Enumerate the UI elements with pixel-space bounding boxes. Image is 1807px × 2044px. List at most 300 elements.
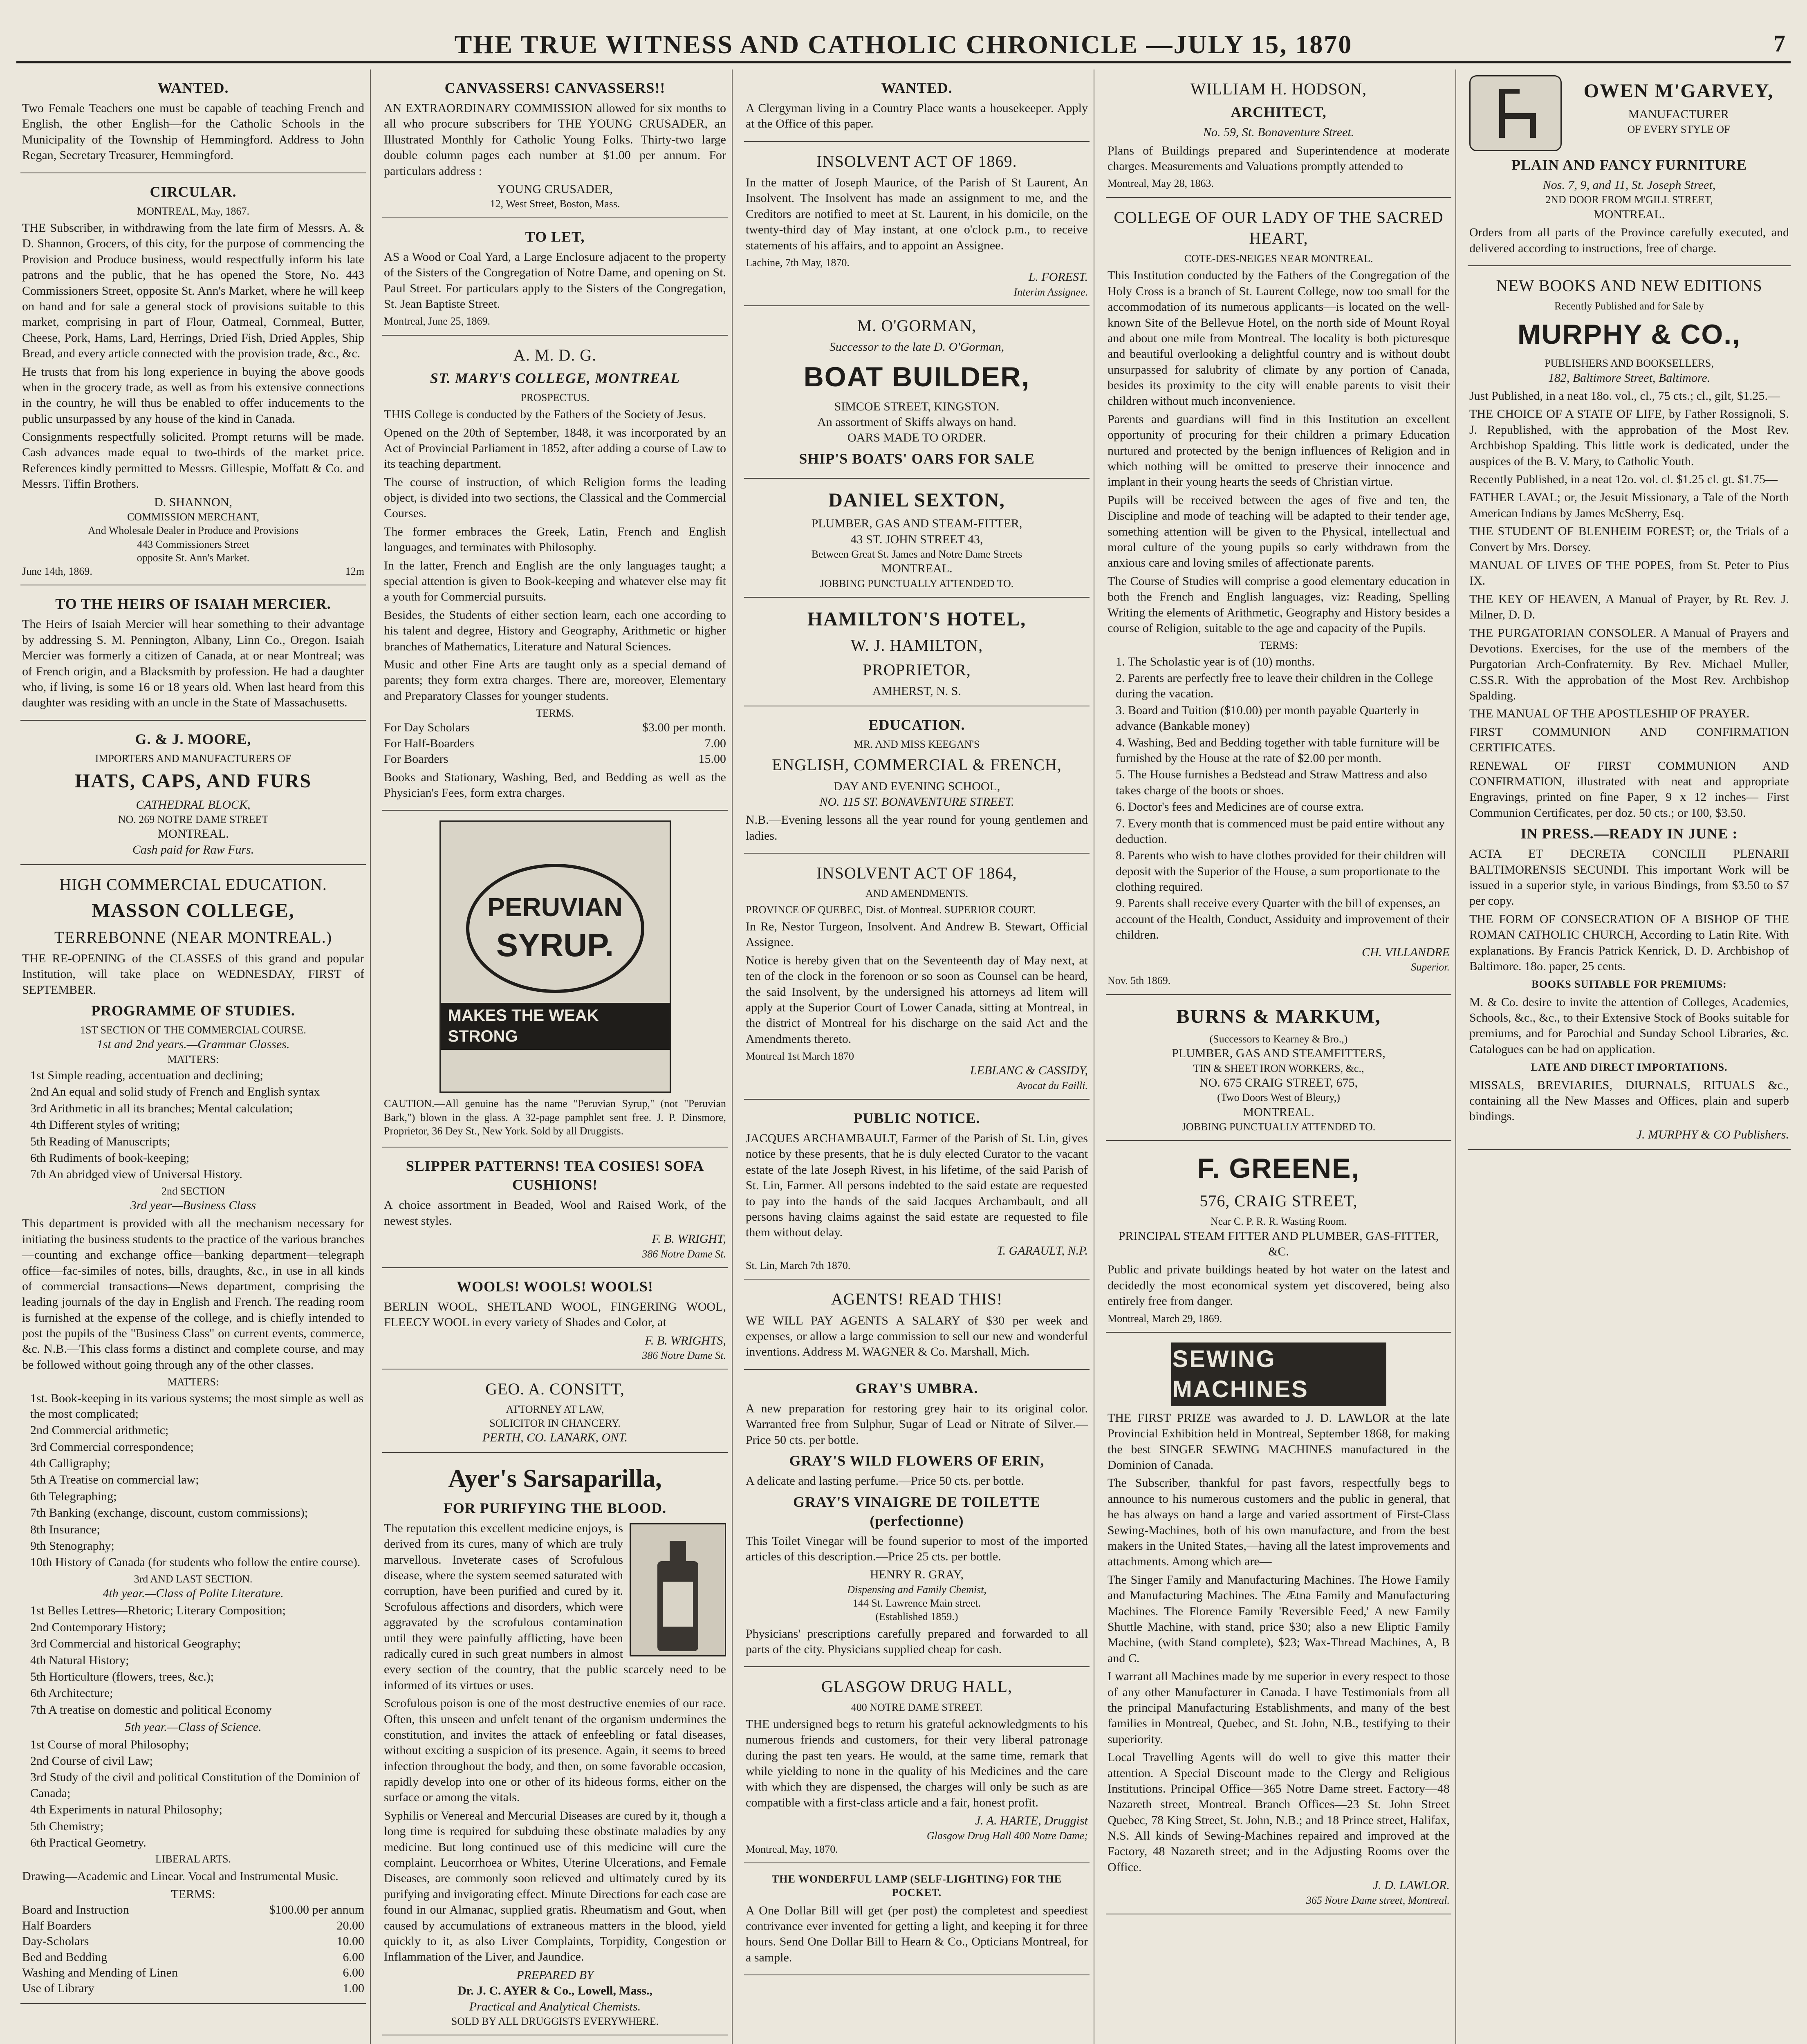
ad-heirs-mercier bbox=[20, 585, 366, 720]
list-item: 2nd Contemporary History; bbox=[30, 1620, 166, 1634]
ad-subheading: PLUMBER, GAS AND STEAM-FITTER, bbox=[811, 517, 1022, 531]
ad-body: Opened on the 20th of September, 1848, it was incorporated by an Act of Provincial Parliament in 1852, after adding a course of Law to its teaching department. bbox=[384, 426, 726, 471]
ad-run-code: 12m bbox=[345, 565, 364, 578]
ad-murphy-books bbox=[1468, 266, 1791, 1150]
ad-body: In Re, Nestor Turgeon, Insolvent. And Andrew B. Stewart, Official Assignee. bbox=[746, 919, 1088, 949]
ad-address: No. 59, St. Bonaventure Street. bbox=[1203, 126, 1354, 139]
ad-body: Pupils will be received between the ages of five and ten, the Discipline and mode of teaching will be adapted to their tender age, something attention will be given to the Physical, intellectual and moral culture of the young pupils so early withdrawn from the anxious care and loving smiles of affectionate parents. bbox=[1108, 493, 1450, 570]
ad-heading: WOOLS! WOOLS! WOOLS! bbox=[457, 1278, 653, 1295]
ad-wools bbox=[382, 1268, 728, 1370]
ad-signature: COMMISSION MERCHANT, bbox=[127, 511, 260, 523]
ad-subheading: IMPORTERS AND MANUFACTURERS OF bbox=[95, 752, 291, 764]
ad-signature: LEBLANC & CASSIDY, bbox=[970, 1064, 1088, 1078]
ad-sewing-machines bbox=[1106, 1333, 1451, 1914]
ad-body: I warrant all Machines made by me superior in every respect to those of any other Manufacturer in Canada. I have Testimonials from all the principal Manufacturing Establishments, and many of the best families in Montreal, Quebec, and St. John, N.B., testifying to their superiority. bbox=[1108, 1670, 1450, 1746]
ad-subheading: SOLICITOR IN CHANCERY. bbox=[489, 1417, 621, 1429]
ad-body: Just Published, in a neat 18o. vol., cl., 75 cts.; cl., gilt, $1.25.— bbox=[1469, 389, 1780, 403]
ad-display: HATS, CAPS, AND FURS bbox=[74, 770, 312, 792]
ad-moore-hats bbox=[20, 721, 366, 865]
ad-body: The former embraces the Greek, Latin, French and English languages, and terminates with Philosophy. bbox=[384, 524, 726, 554]
list-item: 9th Stenography; bbox=[30, 1539, 114, 1553]
ad-body: He trusts that from his long experience in buying the above goods when in the grocery trade, as well as from his extensive connections in the country, he will thus be enabled to offer inducements to the public unsurpassed by any house of the kind in Canada. bbox=[22, 365, 364, 426]
ad-body: A One Dollar Bill will get (per post) the completest and speediest contrivance ever invented for getting a light, and keeping it for three hours. Send One Dollar Bill to Hearn & Co., Opticians Montreal, for a sample. bbox=[746, 1903, 1088, 1964]
ad-subheading: 1ST SECTION OF THE COMMERCIAL COURSE. bbox=[80, 1024, 306, 1036]
ad-heading: TO LET, bbox=[525, 228, 585, 245]
ad-date: Nov. 5th 1869. bbox=[1108, 975, 1171, 987]
ad-f-greene bbox=[1106, 1141, 1451, 1333]
ad-heading: INSOLVENT ACT OF 1869. bbox=[816, 152, 1017, 170]
column-3 bbox=[744, 69, 1090, 2044]
ad-display: PLAIN AND FANCY FURNITURE bbox=[1511, 157, 1747, 173]
ad-text: An assortment of Skiffs always on hand. bbox=[817, 415, 1016, 429]
ad-heading: PUBLIC NOTICE. bbox=[853, 1109, 980, 1126]
ad-body: Parents and guardians will find in this Institution an excellent opportunity of procuring for their children a primary Education nurtured and protected by the benign influences of Religion and in which nothing will be omitted to preserve their innocence and implant in their young hearts the seeds of Christian virtue. bbox=[1108, 412, 1450, 489]
ad-date: Montreal, May, 1870. bbox=[746, 1843, 838, 1855]
ad-subheading: HIGH COMMERCIAL EDUCATION. bbox=[59, 875, 327, 894]
ad-address: NO. 675 CRAIG STREET, 675, bbox=[1199, 1076, 1358, 1089]
list-item: 10th History of Canada (for students who follow the entire course). bbox=[30, 1555, 361, 1569]
masthead-title: THE TRUE WITNESS AND CATHOLIC CHRONICLE —JULY 15, 1870 bbox=[454, 30, 1353, 59]
ad-subheading: PROPRIETOR, bbox=[863, 660, 971, 679]
ad-to-let bbox=[382, 218, 728, 336]
list-item: 5. The House furnishes a Bedstead and Straw Mattress and also takes charge of the boots or shoes. bbox=[1116, 768, 1427, 797]
ad-signature: F. B. WRIGHT, bbox=[652, 1232, 726, 1246]
ad-display: PLUMBER, GAS AND STEAMFITTERS, bbox=[1172, 1047, 1386, 1060]
list-item: 1. The Scholastic year is of (10) months. bbox=[1116, 654, 1315, 668]
ad-subheading: Successor to the late D. O'Gorman, bbox=[829, 340, 1004, 354]
ad-signature: J. D. LAWLOR. bbox=[1372, 1878, 1450, 1892]
ad-label: TERMS: bbox=[171, 1887, 215, 1901]
column-2 bbox=[382, 69, 728, 2044]
ad-label: TERMS: bbox=[1259, 639, 1298, 652]
fee-row: For Day Scholars $3.00 per month. bbox=[384, 721, 726, 735]
ad-text: Cash paid for Raw Furs. bbox=[132, 843, 254, 856]
ad-body: RENEWAL OF FIRST COMMUNION AND CONFIRMATION, illustrated with neat and appropriate Engravings, printed on fine Paper, 9 x 12 inches— First Communion Certificates, per doz. 50 cts.; or 100, $3.50. bbox=[1469, 759, 1789, 820]
ad-label: 2nd SECTION bbox=[161, 1185, 225, 1197]
ad-signature: L. FOREST. bbox=[1028, 270, 1088, 284]
ad-subheading: IN PRESS.—READY IN JUNE : bbox=[1520, 825, 1738, 842]
ad-heading: F. GREENE, bbox=[1197, 1153, 1360, 1184]
ad-body: The course of instruction, of which Religion forms the leading object, is divided into two sections, the Classical and the Commercial Courses. bbox=[384, 475, 726, 520]
ad-signature: F. B. WRIGHTS, bbox=[645, 1334, 726, 1347]
ad-body: In the matter of Joseph Maurice, of the Parish of St Laurent, An Insolvent. The Insolvent has made an assignment to me, and the Creditors are notified to meet at St. Laurent, in his domicile, on the twenty-third day of May instant, at one o'clock p.m., to receive statements of his affairs, and to appoint an Assignee. bbox=[746, 176, 1088, 252]
column-4 bbox=[1106, 69, 1451, 2044]
bottle-icon bbox=[647, 1537, 708, 1655]
ad-body: This Institution conducted by the Fathers of the Congregation of the Holy Cross is a branch of St. Laurent College, now too small for the accommodation of its numerous applicants—is located on the well-known Site of the Bellevue Hotel, on the north side of Mount Royal and about one mile from Montreal. The locality is both picturesque and beautiful overlooking a delightful country and is without doubt unsurpassed for salubrity of climate by any portion of Canada, besides its proximity to the city will enable parents to visit their children without much inconvenience. bbox=[1108, 269, 1450, 408]
ad-education-keegan bbox=[744, 706, 1090, 854]
ad-address: SIMCOE STREET, KINGSTON. bbox=[834, 399, 1000, 413]
ad-date: Montreal 1st March 1870 bbox=[746, 1050, 854, 1062]
list-item: 3. Board and Tuition ($10.00) per month payable Quarterly in advance (Bankable money) bbox=[1116, 703, 1419, 733]
ad-subheading: A. M. D. G. bbox=[513, 345, 597, 364]
ad-date: June 14th, 1869. bbox=[22, 565, 92, 578]
ad-body: The Course of Studies will comprise a good elementary education in both the French and English languages, viz: Reading, Spelling Writing the elements of Arithmetic, Geography and History besides a course of Religion, suitable to the age and capacity of the Pupils. bbox=[1108, 574, 1450, 635]
ad-sacred-heart-college bbox=[1106, 198, 1451, 995]
peruvian-syrup-illustration bbox=[439, 820, 671, 1093]
ad-body: In the latter, French and English are the only languages taught; a special attention is given to Book-keeping and whatever else may fit a youth for Commercial pursuits. bbox=[384, 558, 726, 604]
ad-body: The Heirs of Isaiah Mercier will hear something to their advantage by addressing S. M. Pennington, Albany, Linn Co., Oregon. Isaiah Mercier was formerly a citizen of Canada, at or near Montreal; was of French origin, and a Blacksmith by profession. He had a daughter who, if living, is some 16 or 18 years old. When last heard from this daughter was residing with an uncle in the State of Massachusetts. bbox=[22, 617, 364, 710]
ad-subheading: COTE-DES-NEIGES NEAR MONTREAL. bbox=[1184, 253, 1373, 265]
ad-body: A new preparation for restoring grey hair to its original color. Warranted free from Sulphur, Sugar of Lead or Nitrate of Silver.—Price 50 cts. per bottle. bbox=[746, 1401, 1088, 1447]
ad-text: CATHEDRAL BLOCK, bbox=[136, 798, 251, 811]
ad-signature: YOUNG CRUSADER, bbox=[497, 182, 613, 196]
masthead bbox=[16, 25, 1791, 63]
syrup-slogan: MAKES THE WEAK STRONG bbox=[441, 1003, 670, 1049]
column-rule bbox=[370, 69, 371, 2044]
ad-heading: SLIPPER PATTERNS! TEA COSIES! SOFA CUSHIONS! bbox=[406, 1158, 704, 1193]
ad-signature: Superior. bbox=[1411, 961, 1450, 973]
ad-subheading: PRINCIPAL STEAM FITTER AND PLUMBER, GAS-FITTER, &C. bbox=[1118, 1229, 1439, 1259]
list-item: 1st Belles Lettres—Rhetoric; Literary Composition; bbox=[30, 1604, 286, 1618]
ad-heading: ST. MARY'S COLLEGE, MONTREAL bbox=[430, 370, 680, 386]
ad-subheading: DAY AND EVENING SCHOOL, bbox=[833, 779, 1000, 793]
ad-heading: MASSON COLLEGE, bbox=[92, 900, 295, 922]
list-item: 5th Chemistry; bbox=[30, 1819, 104, 1833]
list-item: 3rd Commercial and historical Geography; bbox=[30, 1637, 241, 1651]
ad-peruvian-syrup bbox=[382, 811, 728, 1148]
ad-footer: SOLD BY ALL DRUGGISTS EVERYWHERE. bbox=[451, 2015, 659, 2027]
ad-signature: And Wholesale Dealer in Produce and Provisions bbox=[87, 524, 299, 537]
ad-signature: Interim Assignee. bbox=[1013, 286, 1088, 298]
ad-body: N.B.—Evening lessons all the year round for young gentlemen and ladies. bbox=[746, 813, 1088, 843]
ad-subheading: PUBLISHERS AND BOOKSELLERS, bbox=[1545, 357, 1714, 370]
ad-address: 2ND DOOR FROM M'GILL STREET, bbox=[1545, 194, 1713, 206]
ad-signature: opposite St. Ann's Market. bbox=[137, 551, 250, 564]
ad-label: 3rd AND LAST SECTION. bbox=[134, 1573, 253, 1585]
ad-body: PROVINCE OF QUEBEC, Dist. of Montreal. SUPERIOR COURT. bbox=[746, 903, 1036, 916]
ad-heading: G. & J. MOORE, bbox=[135, 731, 251, 747]
ad-address: 182, Baltimore Street, Baltimore. bbox=[1548, 371, 1711, 385]
sewing-machines-logo: SEWING MACHINES bbox=[1171, 1342, 1386, 1406]
ad-address: NO. 269 NOTRE DAME STREET bbox=[118, 813, 269, 825]
list-item: 5th A Treatise on commercial law; bbox=[30, 1473, 199, 1487]
ad-subheading: OF EVERY STYLE OF bbox=[1627, 123, 1730, 135]
ad-display: MURPHY & CO., bbox=[1517, 319, 1741, 350]
ad-subheading: FOR PURIFYING THE BLOOD. bbox=[443, 1499, 667, 1516]
fee-row: Board and Instruction $100.00 per annum bbox=[22, 1903, 364, 1917]
column-rule bbox=[1455, 69, 1456, 2044]
ad-burns-markum bbox=[1106, 995, 1451, 1141]
ad-body: Consignments respectfully solicited. Prompt returns will be made. Cash advances made equal to two-thirds of the market price. References kindly permitted to Messrs. Gillespie, Moffatt & Co. and Messrs. Tiffin Brothers. bbox=[22, 430, 364, 491]
ad-subheading: PROGRAMME OF STUDIES. bbox=[91, 1002, 295, 1019]
ad-body: Notice is hereby given that on the Seventeenth day of May next, at ten of the clock in the forenoon or so soon as Counsel can be heard, the said Insolvent, by the undersigned his attorneys ad litem will apply at the Superior Court of Lower Canada, sitting at Montreal, in the district of Montreal for his discharge on the said Act and the Amendments thereto. bbox=[746, 953, 1088, 1046]
ad-body: Books and Stationary, Washing, Bed, and Bedding as well as the Physician's Fees, form extra charges. bbox=[384, 770, 726, 800]
ad-heading: M. O'GORMAN, bbox=[857, 316, 977, 335]
ad-text: 4th year.—Class of Polite Literature. bbox=[103, 1587, 284, 1600]
list-item: 3rd Commercial correspondence; bbox=[30, 1440, 194, 1454]
ad-text: JOBBING PUNCTUALLY ATTENDED TO. bbox=[820, 577, 1014, 589]
ad-dateline: MONTREAL, May, 1867. bbox=[137, 205, 249, 217]
ad-body: THE PURGATORIAN CONSOLER. A Manual of Prayers and Devotions. Exercises, for the use of the members of the Purgatorian Arch-Confraternity. By Rev. Michael Muller, C.SS.R. With the approbation of the Most Rev. Archbishop Spalding. bbox=[1469, 626, 1789, 703]
chair-icon bbox=[1481, 85, 1550, 142]
ad-heading: INSOLVENT ACT OF 1864, bbox=[816, 864, 1017, 883]
ad-canvassers bbox=[382, 69, 728, 218]
list-item: 6th Architecture; bbox=[30, 1686, 113, 1700]
ad-body: The reputation this excellent medicine enjoys, is derived from its cures, many of which are truly marvellous. Inveterate cases of Scrofulous disease, where the system seemed saturated with corruption, have been purified and cured by it. Scrofulous affections and disorders, which were aggravated by the scrofulous contamination until they were painfully afflicting, have been radically cured in such great numbers in almost every section of the country, that the public scarcely need to be informed of its virtues or uses. bbox=[384, 1521, 726, 1692]
ad-address: PERTH, CO. LANARK, ONT. bbox=[482, 1431, 628, 1444]
ad-body: This department is provided with all the mechanism necessary for initiating the business students to the practice of the various branches—counting and exchange office—banking department—telegraph office—fac-similes of notes, bills, draughts, &c., in use in all kinds of commercial transactions—News department, comprising the leading journals of the day in English and French. The reading room is furnished at the expense of the college, and is chiefly intended to post the pupils of the "Business Class" on current events, commerce, &c. N.B.—This class forms a distinct and complete course, and may be followed without going through any of the other classes. bbox=[22, 1217, 364, 1372]
ad-body: A Clergyman living in a Country Place wants a housekeeper. Apply at the Office of this paper. bbox=[746, 101, 1088, 131]
ad-display: BOAT BUILDER, bbox=[803, 361, 1030, 392]
ad-address: Near C. P. R. R. Wasting Room. bbox=[1210, 1215, 1347, 1228]
ad-subheading: TIN & SHEET IRON WORKERS, &c., bbox=[1193, 1062, 1364, 1074]
ad-heading: THE WONDERFUL LAMP (SELF-LIGHTING) FOR THE POCKET. bbox=[771, 1873, 1062, 1899]
ad-text: (Established 1859.) bbox=[875, 1611, 958, 1623]
ad-body: ACTA ET DECRETA CONCILII PLENARII BALTIMORENSIS SECUNDI. This important Work will be issued in a superior style, in various Bindings, from $3.50 to $7 per copy. bbox=[1469, 847, 1789, 908]
ad-signature: T. GARAULT, N.P. bbox=[997, 1244, 1088, 1257]
ad-owen-mcgarvey bbox=[1468, 69, 1791, 266]
ad-body: MISSALS, BREVIARIES, DIURNALS, RITUALS &c., containing all the New Masses and Offices, plain and superb bindings. bbox=[1469, 1078, 1789, 1123]
ad-body: THE STUDENT OF BLENHEIM FOREST; or, the Trials of a Convert by Mrs. Dorsey. bbox=[1469, 524, 1789, 554]
ad-heading: GEO. A. CONSITT, bbox=[485, 1380, 625, 1399]
list-item: 8th Insurance; bbox=[30, 1522, 100, 1536]
ad-body: BERLIN WOOL, SHETLAND WOOL, FINGERING WOOL, FLEECY WOOL in every variety of Shades and Color, at bbox=[384, 1300, 726, 1329]
list-item: 1st Simple reading, accentuation and declining; bbox=[30, 1068, 263, 1082]
list-item: 6. Doctor's fees and Medicines are of course extra. bbox=[1116, 800, 1364, 814]
ad-heading: NEW BOOKS AND NEW EDITIONS bbox=[1496, 276, 1762, 295]
ad-label: MATTERS: bbox=[167, 1376, 219, 1388]
ad-subheading: BOOKS SUITABLE FOR PREMIUMS: bbox=[1531, 978, 1727, 991]
ad-masson-college bbox=[20, 865, 366, 2004]
ad-ayers-sarsaparilla bbox=[382, 1453, 728, 2035]
syrup-word: SYRUP. bbox=[496, 926, 614, 963]
ad-body: FIRST COMMUNION AND CONFIRMATION CERTIFICATES. bbox=[1469, 725, 1789, 755]
ad-date: St. Lin, March 7th 1870. bbox=[746, 1260, 851, 1272]
ad-heading: WANTED. bbox=[157, 80, 229, 96]
ad-consitt bbox=[382, 1369, 728, 1453]
ad-heading: GRAY'S WILD FLOWERS OF ERIN, bbox=[789, 1452, 1045, 1469]
ad-st-marys-college bbox=[382, 336, 728, 811]
ad-date: Montreal, June 25, 1869. bbox=[384, 315, 490, 327]
ad-body: AS a Wood or Coal Yard, a Large Enclosure adjacent to the property of the Sisters of the Congregation of Notre Dame, and opening on St. Paul Street. For particulars apply to the Sisters of the Congregation, St. Jean Baptiste Street. bbox=[384, 250, 726, 311]
ad-body: WE WILL PAY AGENTS A SALARY of $30 per week and expenses, or allow a large commission to sell our new and wonderful inventions. Address M. WAGNER & Co. Marshall, Mich. bbox=[746, 1313, 1088, 1359]
fee-row: Half Boarders 20.00 bbox=[22, 1918, 364, 1932]
ad-body: MANUAL OF LIVES OF THE POPES, from St. Peter to Pius IX. bbox=[1469, 558, 1789, 588]
ad-address: NO. 115 ST. BONAVENTURE STREET. bbox=[819, 795, 1014, 809]
list-item: 4th Different styles of writing; bbox=[30, 1118, 180, 1132]
list-item: 1st Course of moral Philosophy; bbox=[30, 1737, 189, 1751]
ad-signature: 12, West Street, Boston, Mass. bbox=[490, 198, 620, 210]
ad-address: (Two Doors West of Bleury,) bbox=[1217, 1091, 1340, 1104]
ad-body: THE KEY OF HEAVEN, A Manual of Prayer, by Rt. Rev. J. Milner, D. D. bbox=[1469, 592, 1789, 622]
fee-row: Day-Scholars 10.00 bbox=[22, 1934, 364, 1948]
ad-subheading: AND AMENDMENTS. bbox=[865, 888, 969, 900]
ad-public-notice bbox=[744, 1100, 1090, 1280]
ad-wanted-teachers bbox=[20, 69, 366, 173]
ad-glasgow-drug-hall bbox=[744, 1667, 1090, 1863]
ad-body: A delicate and lasting perfume.—Price 50 cts. per bottle. bbox=[746, 1474, 1024, 1488]
ad-body: THE RE-OPENING of the CLASSES of this grand and popular Institution, will take place on WEDNESDAY, FIRST of SEPTEMBER. bbox=[22, 951, 364, 997]
ad-body: This Toilet Vinegar will be found superior to most of the imported articles of this description.—Price 25 cts. per bottle. bbox=[746, 1534, 1088, 1564]
ad-date: Montreal, May 28, 1863. bbox=[1108, 177, 1214, 190]
ad-heading: WILLIAM H. HODSON, bbox=[1190, 80, 1367, 98]
ad-body: Plans of Buildings prepared and Superintendence at moderate charges. Measurements and Valuations promptly attended to bbox=[1108, 143, 1450, 173]
list-item: 7th A treatise on domestic and political Economy bbox=[30, 1703, 272, 1717]
list-item: 5th Horticulture (flowers, trees, &c.); bbox=[30, 1670, 214, 1684]
ad-heading: AGENTS! READ THIS! bbox=[831, 1290, 1003, 1309]
ad-signature: J. MURPHY & CO Publishers. bbox=[1636, 1127, 1789, 1141]
ad-text: 3rd year—Business Class bbox=[130, 1198, 256, 1212]
ad-body: M. & Co. desire to invite the attention of Colleges, Academies, Schools, &c., &c., to their Extensive Stock of Books suitable for premiums, and for Parochial and Sunday School Libraries, &c. Catalogues can be had on application. bbox=[1469, 995, 1789, 1056]
ad-body: Orders from all parts of the Province carefully executed, and delivered according to instructions, free of charge. bbox=[1469, 226, 1789, 255]
ad-label: PREPARED BY bbox=[516, 1968, 594, 1982]
ad-heading: EDUCATION. bbox=[868, 717, 965, 733]
list-item: 4th Experiments in natural Philosophy; bbox=[30, 1803, 222, 1817]
ad-text: JOBBING PUNCTUALLY ATTENDED TO. bbox=[1182, 1121, 1376, 1133]
list-item: 9. Parents shall receive every Quarter with the bill of expenses, an account of the Health, Conduct, Assiduity and improvement of their children. bbox=[1116, 896, 1449, 942]
ad-city: MONTREAL. bbox=[157, 827, 229, 841]
ad-body: THE FIRST PRIZE was awarded to J. D. LAWLOR at the late Provincial Exhibition held in Montreal, September 1868, for making the best SINGER SEWING MACHINES manufactured in the Dominion of Canada. bbox=[1108, 1411, 1450, 1472]
ad-body: Two Female Teachers one must be capable of teaching French and English, the other English—for the Catholic Schools in the Municipality of the Township of Hemmingford. Address to John Regan, Secretary Treasurer, Hemmingford. bbox=[22, 101, 364, 162]
ad-body: The Subscriber, thankful for past favors, respectfully begs to announce to his numerous customers and the public in general, that he has always on hand a large and varied assortment of First-Class Sewing-Machines, both of his own manufacture, and from the best makers in the United States,—having all the latest improvements and attachments. Among which are— bbox=[1108, 1476, 1450, 1569]
list-item: 7th Banking (exchange, discount, custom commissions); bbox=[30, 1506, 308, 1520]
ad-wonderful-lamp bbox=[744, 1863, 1090, 1975]
ad-label: LIBERAL ARTS. bbox=[155, 1853, 231, 1865]
ad-gray-chemist bbox=[744, 1370, 1090, 1667]
ad-subheading: (Successors to Kearney & Bro.,) bbox=[1209, 1033, 1348, 1045]
ad-body: The Singer Family and Manufacturing Machines. The Howe Family and Manufacturing Machines. The Ætna Family and Manufacturing Machines. The Florence Family 'Reversible Feed,' A new Family Shuttle Machine, with stand, price $30; also a new Eliptic Family Machine, (with Stand complete), $23; Wax-Thread Machines, A, B and C. bbox=[1108, 1573, 1450, 1665]
fee-row: Washing and Mending of Linen 6.00 bbox=[22, 1966, 364, 1979]
fee-row: For Half-Boarders 7.00 bbox=[384, 736, 726, 750]
ad-text: 5th year.—Class of Science. bbox=[125, 1720, 262, 1734]
ad-text: SHIP'S BOATS' OARS FOR SALE bbox=[799, 450, 1035, 467]
ad-address: 576, CRAIG STREET, bbox=[1199, 1192, 1358, 1210]
ad-signature: 365 Notre Dame street, Montreal. bbox=[1306, 1894, 1450, 1906]
ad-ogorman-boats bbox=[744, 306, 1090, 479]
ad-text: 1st and 2nd years.—Grammar Classes. bbox=[96, 1038, 290, 1051]
ad-subheading: MR. AND MISS KEEGAN'S bbox=[854, 738, 980, 751]
ad-body: Syphilis or Venereal and Mercurial Diseases are cured by it, though a long time is required for subduing these obstinate maladies by any medicine. But long continued use of this medicine will cure the complaint. Leucorrhoea or Whites, Uterine Ulcerations, and Female Diseases, are commonly soon relieved and ultimately cured by its purifying and invigorating effect. Minute Directions for each case are found in our Almanac, supplied gratis. Rheumatism and Gout, when caused by accumulations of extraneous matters in the blood, yield quickly to it, as also Liver Complaints, Torpidity, Congestion or Inflammation of the Liver, and Jaundice. bbox=[384, 1809, 726, 1964]
ad-address: Nos. 7, 9, and 11, St. Joseph Street, bbox=[1542, 178, 1716, 192]
ad-subheading: TERREBONNE (NEAR MONTREAL.) bbox=[54, 928, 332, 946]
ad-body: THE undersigned begs to return his grateful acknowledgments to his numerous friends and customers, for their very liberal patronage during the past ten years. He would, at the same time, remark that while yielding to none in the quality of his Medicines and the care with which they are dispensed, the charges will only be such as are compatible with a first-class article and a fair, honest profit. bbox=[746, 1717, 1088, 1809]
ad-heading: TO THE HEIRS OF ISAIAH MERCIER. bbox=[55, 596, 331, 612]
ad-body: THIS College is conducted by the Fathers of the Society of Jesus. bbox=[384, 408, 706, 421]
ad-signature: Dr. J. C. AYER & Co., Lowell, Mass., bbox=[457, 1984, 652, 1998]
ad-signature: 386 Notre Dame St. bbox=[642, 1248, 726, 1260]
ad-date: Lachine, 7th May, 1870. bbox=[746, 257, 850, 269]
ad-hodson-architect bbox=[1106, 69, 1451, 198]
list-item: 3rd Arithmetic in all its branches; Mental calculation; bbox=[30, 1101, 293, 1115]
ad-address: 144 St. Lawrence Main street. bbox=[852, 1597, 981, 1609]
ad-signature: Practical and Analytical Chemists. bbox=[469, 1999, 641, 2013]
ad-address: 43 ST. JOHN STREET 43, bbox=[850, 532, 983, 546]
ad-address: AMHERST, N. S. bbox=[872, 684, 961, 698]
ad-body: A choice assortment in Beaded, Wool and Raised Work, of the newest styles. bbox=[384, 1198, 726, 1228]
ad-circular bbox=[20, 173, 366, 586]
list-item: 4th Calligraphy; bbox=[30, 1457, 110, 1470]
ad-address: Between Great St. James and Notre Dame Streets bbox=[811, 548, 1022, 560]
column-5 bbox=[1468, 69, 1791, 2044]
ad-heading: COLLEGE OF OUR LADY OF THE SACRED HEART, bbox=[1114, 208, 1444, 247]
ad-heading: GRAY'S UMBRA. bbox=[855, 1380, 978, 1396]
ad-signature: D. SHANNON, bbox=[154, 495, 232, 509]
list-item: 7. Every month that is commenced must be paid entire without any deduction. bbox=[1116, 816, 1445, 846]
ad-body: Public and private buildings heated by hot water on the latest and decidedly the most economical system yet discovered, being also entirely free from danger. bbox=[1108, 1263, 1450, 1308]
ad-signature: Glasgow Drug Hall 400 Notre Dame; bbox=[926, 1829, 1088, 1842]
list-item: 6th Telegraphing; bbox=[30, 1489, 117, 1503]
ad-body: THE MANUAL OF THE APOSTLESHIP OF PRAYER. bbox=[1469, 707, 1750, 721]
ad-signature: J. A. HARTE, Druggist bbox=[975, 1814, 1088, 1828]
ad-city: MONTREAL. bbox=[1243, 1105, 1314, 1119]
ad-slipper-patterns bbox=[382, 1148, 728, 1268]
ad-heading: GRAY'S VINAIGRE DE TOILETTE (perfectionne) bbox=[793, 1493, 1040, 1529]
ad-heading: OWEN M'GARVEY, bbox=[1583, 80, 1774, 102]
ad-body: THE CHOICE OF A STATE OF LIFE, by Father Rossignoli, S. J. Republished, with the approbation of the Most Rev. Archbishop Spalding. This little work is dedicated, under the auspices of the B. V. Mary, to Catholic Youth. bbox=[1469, 407, 1789, 468]
ad-body: Music and other Fine Arts are taught only as a special demand of parents; they form extra charges. There are, moreover, Elementary and Preparatory Classes for younger students. bbox=[384, 657, 726, 703]
list-item: 6th Practical Geometry. bbox=[30, 1836, 146, 1849]
ad-subheading: ATTORNEY AT LAW, bbox=[506, 1403, 604, 1416]
ad-label: PROSPECTUS. bbox=[520, 391, 590, 403]
list-item: 5th Reading of Manuscripts; bbox=[30, 1134, 170, 1148]
column-rule bbox=[732, 69, 733, 2044]
ad-heading: HAMILTON'S HOTEL, bbox=[807, 608, 1027, 630]
ad-signature: CH. VILLANDRE bbox=[1361, 945, 1450, 959]
ad-address: 400 NOTRE DAME STREET. bbox=[851, 1701, 983, 1713]
ad-subheading: Recently Published and for Sale by bbox=[1554, 300, 1704, 312]
ad-body: CAUTION.—All genuine has the name "Peruvian Syrup," (not "Peruvian Bark,") blown in the glass. A 32-page pamphlet sent free. J. P. Dinsmore, Proprietor, 36 Dey St., New York. Sold by all Druggists. bbox=[384, 1098, 726, 1137]
furniture-icon bbox=[1469, 75, 1562, 151]
ad-heading: CANVASSERS! CANVASSERS!! bbox=[444, 80, 666, 96]
ad-signature: Dispensing and Family Chemist, bbox=[847, 1583, 986, 1596]
ad-signature: 386 Notre Dame St. bbox=[642, 1349, 726, 1362]
ad-wanted-housekeeper bbox=[744, 69, 1090, 142]
list-item: 8. Parents who wish to have clothes provided for their children will deposit with the Superior of the House, a sum proportionate to the clothing required. bbox=[1116, 849, 1446, 894]
ad-signature: 443 Commissioners Street bbox=[137, 538, 249, 550]
syrup-label-oval bbox=[466, 864, 644, 993]
list-item: 3rd Study of the civil and political Constitution of the Dominion of Canada; bbox=[30, 1771, 360, 1800]
list-item: 4th Natural History; bbox=[30, 1653, 129, 1667]
ad-body: Scrofulous poison is one of the most destructive enemies of our race. Often, this unseen and unfelt tenant of the organism undermines the constitution, and invites the attack of enfeebling or fatal diseases, without exciting a suspicion of its presence. Again, it seems to breed infection throughout the body, and then, on some favorable occasion, rapidly develop into one or other of its hideous forms, either on the surface or among the vitals. bbox=[384, 1697, 726, 1804]
ad-subheading: ARCHITECT, bbox=[1231, 104, 1327, 121]
fee-row: For Boarders 15.00 bbox=[384, 752, 726, 766]
ad-heading: WANTED. bbox=[881, 80, 953, 96]
ad-label: TERMS. bbox=[536, 707, 574, 719]
ad-body: Local Travelling Agents will do well to give this matter their attention. A Special Discount made to the Clergy and Religious Institutions. Principal Office—365 Notre Dame street. Factory—48 Nazareth street, Montreal. Branch Offices—23 St. John Street Quebec, 78 King Street, St. John, N.B.; and 18 Prince street, Halifax, N.S. All kinds of Sewing-Machines repaired and improved at the Factory, 48 Nazareth street; and in the Adjusting Rooms over the Office. bbox=[1108, 1750, 1450, 1874]
ad-date: Montreal, March 29, 1869. bbox=[1108, 1312, 1222, 1325]
ad-heading: BURNS & MARKUM, bbox=[1176, 1005, 1381, 1027]
fee-row: Use of Library 1.00 bbox=[22, 1981, 364, 1995]
ad-body: Drawing—Academic and Linear. Vocal and Instrumental Music. bbox=[22, 1869, 339, 1883]
ad-body: JACQUES ARCHAMBAULT, Farmer of the Parish of St. Lin, gives notice by these presents, that he is duly elected Curator to the vacant estate of the late Joseph Rivest, in his lifetime, of the said Parish of St. Lin, Farmer. All persons indebted to the said estate are requested to pay into the hands of the said Jacques Archambault, and all persons having claims against the said estate are requested to file them without delay. bbox=[746, 1132, 1088, 1239]
ad-insolvent-1869 bbox=[744, 142, 1090, 306]
list-item: 7th An abridged view of Universal History. bbox=[30, 1168, 242, 1181]
column-1 bbox=[20, 69, 366, 2044]
ad-text: OARS MADE TO ORDER. bbox=[847, 431, 986, 445]
fee-row: Bed and Bedding 6.00 bbox=[22, 1950, 364, 1964]
list-item: 4. Washing, Bed and Bedding together with table furniture will be furnished by the House at the rate of $2.00 per month. bbox=[1116, 735, 1439, 765]
ad-body: Besides, the Students of either section learn, each one according to his talent and degree, History and Geography, Arithmetic or higher branches of Mathematics, Literature and Natural Sciences. bbox=[384, 608, 726, 653]
list-item: 2nd Course of civil Law; bbox=[30, 1754, 153, 1768]
ad-body: Physicians' prescriptions carefully prepared and forwarded to all parts of the city. Physicians supplied cheap for cash. bbox=[746, 1627, 1088, 1656]
ad-agents bbox=[744, 1280, 1090, 1369]
list-item: 2nd Commercial arithmetic; bbox=[30, 1423, 169, 1437]
ad-heading: CIRCULAR. bbox=[150, 183, 237, 200]
list-item: 2nd An equal and solid study of French and English syntax bbox=[30, 1085, 320, 1099]
ad-body: THE FORM OF CONSECRATION OF A BISHOP OF THE ROMAN CATHOLIC CHURCH, According to Latin Rite. With explanations. By Francis Patrick Kenrick, D. D. Archbishop of Baltimore. 18o. paper, 25 cents. bbox=[1469, 912, 1789, 973]
ad-body: FATHER LAVAL; or, the Jesuit Missionary, a Tale of the North American Indians by James McSherry, Esq. bbox=[1469, 491, 1789, 520]
ad-heading: Ayer's Sarsaparilla, bbox=[448, 1465, 662, 1493]
syrup-word: PERUVIAN bbox=[487, 892, 623, 922]
ad-heading: GLASGOW DRUG HALL, bbox=[821, 1677, 1013, 1696]
ad-body: AN EXTRAORDINARY COMMISSION allowed for six months to all who procure subscribers for THE YOUNG CRUSADER, an Illustrated Monthly for Catholic Young Folks. Thirty-two large double column pages each number at $1.00 per annum. For particulars address : bbox=[384, 101, 726, 178]
ad-signature: HENRY R. GRAY, bbox=[870, 1568, 964, 1582]
page-number: 7 bbox=[1773, 30, 1787, 57]
ad-heading: DANIEL SEXTON, bbox=[828, 489, 1005, 511]
ad-signature: Avocat du Failli. bbox=[1016, 1079, 1088, 1091]
ad-body: THE Subscriber, in withdrawing from the late firm of Messrs. A. & D. Shannon, Grocers, of this city, for the purpose of commencing the Provision and Produce business, would respectfully inform his late patrons and the public, that he has opened the Store, No. 443 Commissioners Street, opposite St. Ann's Market, where he will keep on hand and for sale a general stock of provisions suitable to this market, comprising in part of Flour, Oatmeal, Cornmeal, Butter, Cheese, Pork, Hams, Lard, Herrings, Dried Fish, Dried Apples, Ship Bread, and every article connected with the provision trade, &c., &c. bbox=[22, 221, 364, 361]
ad-body: Recently Published, in a neat 12o. vol. cl. $1.25 cl. gt. $1.75— bbox=[1469, 473, 1778, 486]
